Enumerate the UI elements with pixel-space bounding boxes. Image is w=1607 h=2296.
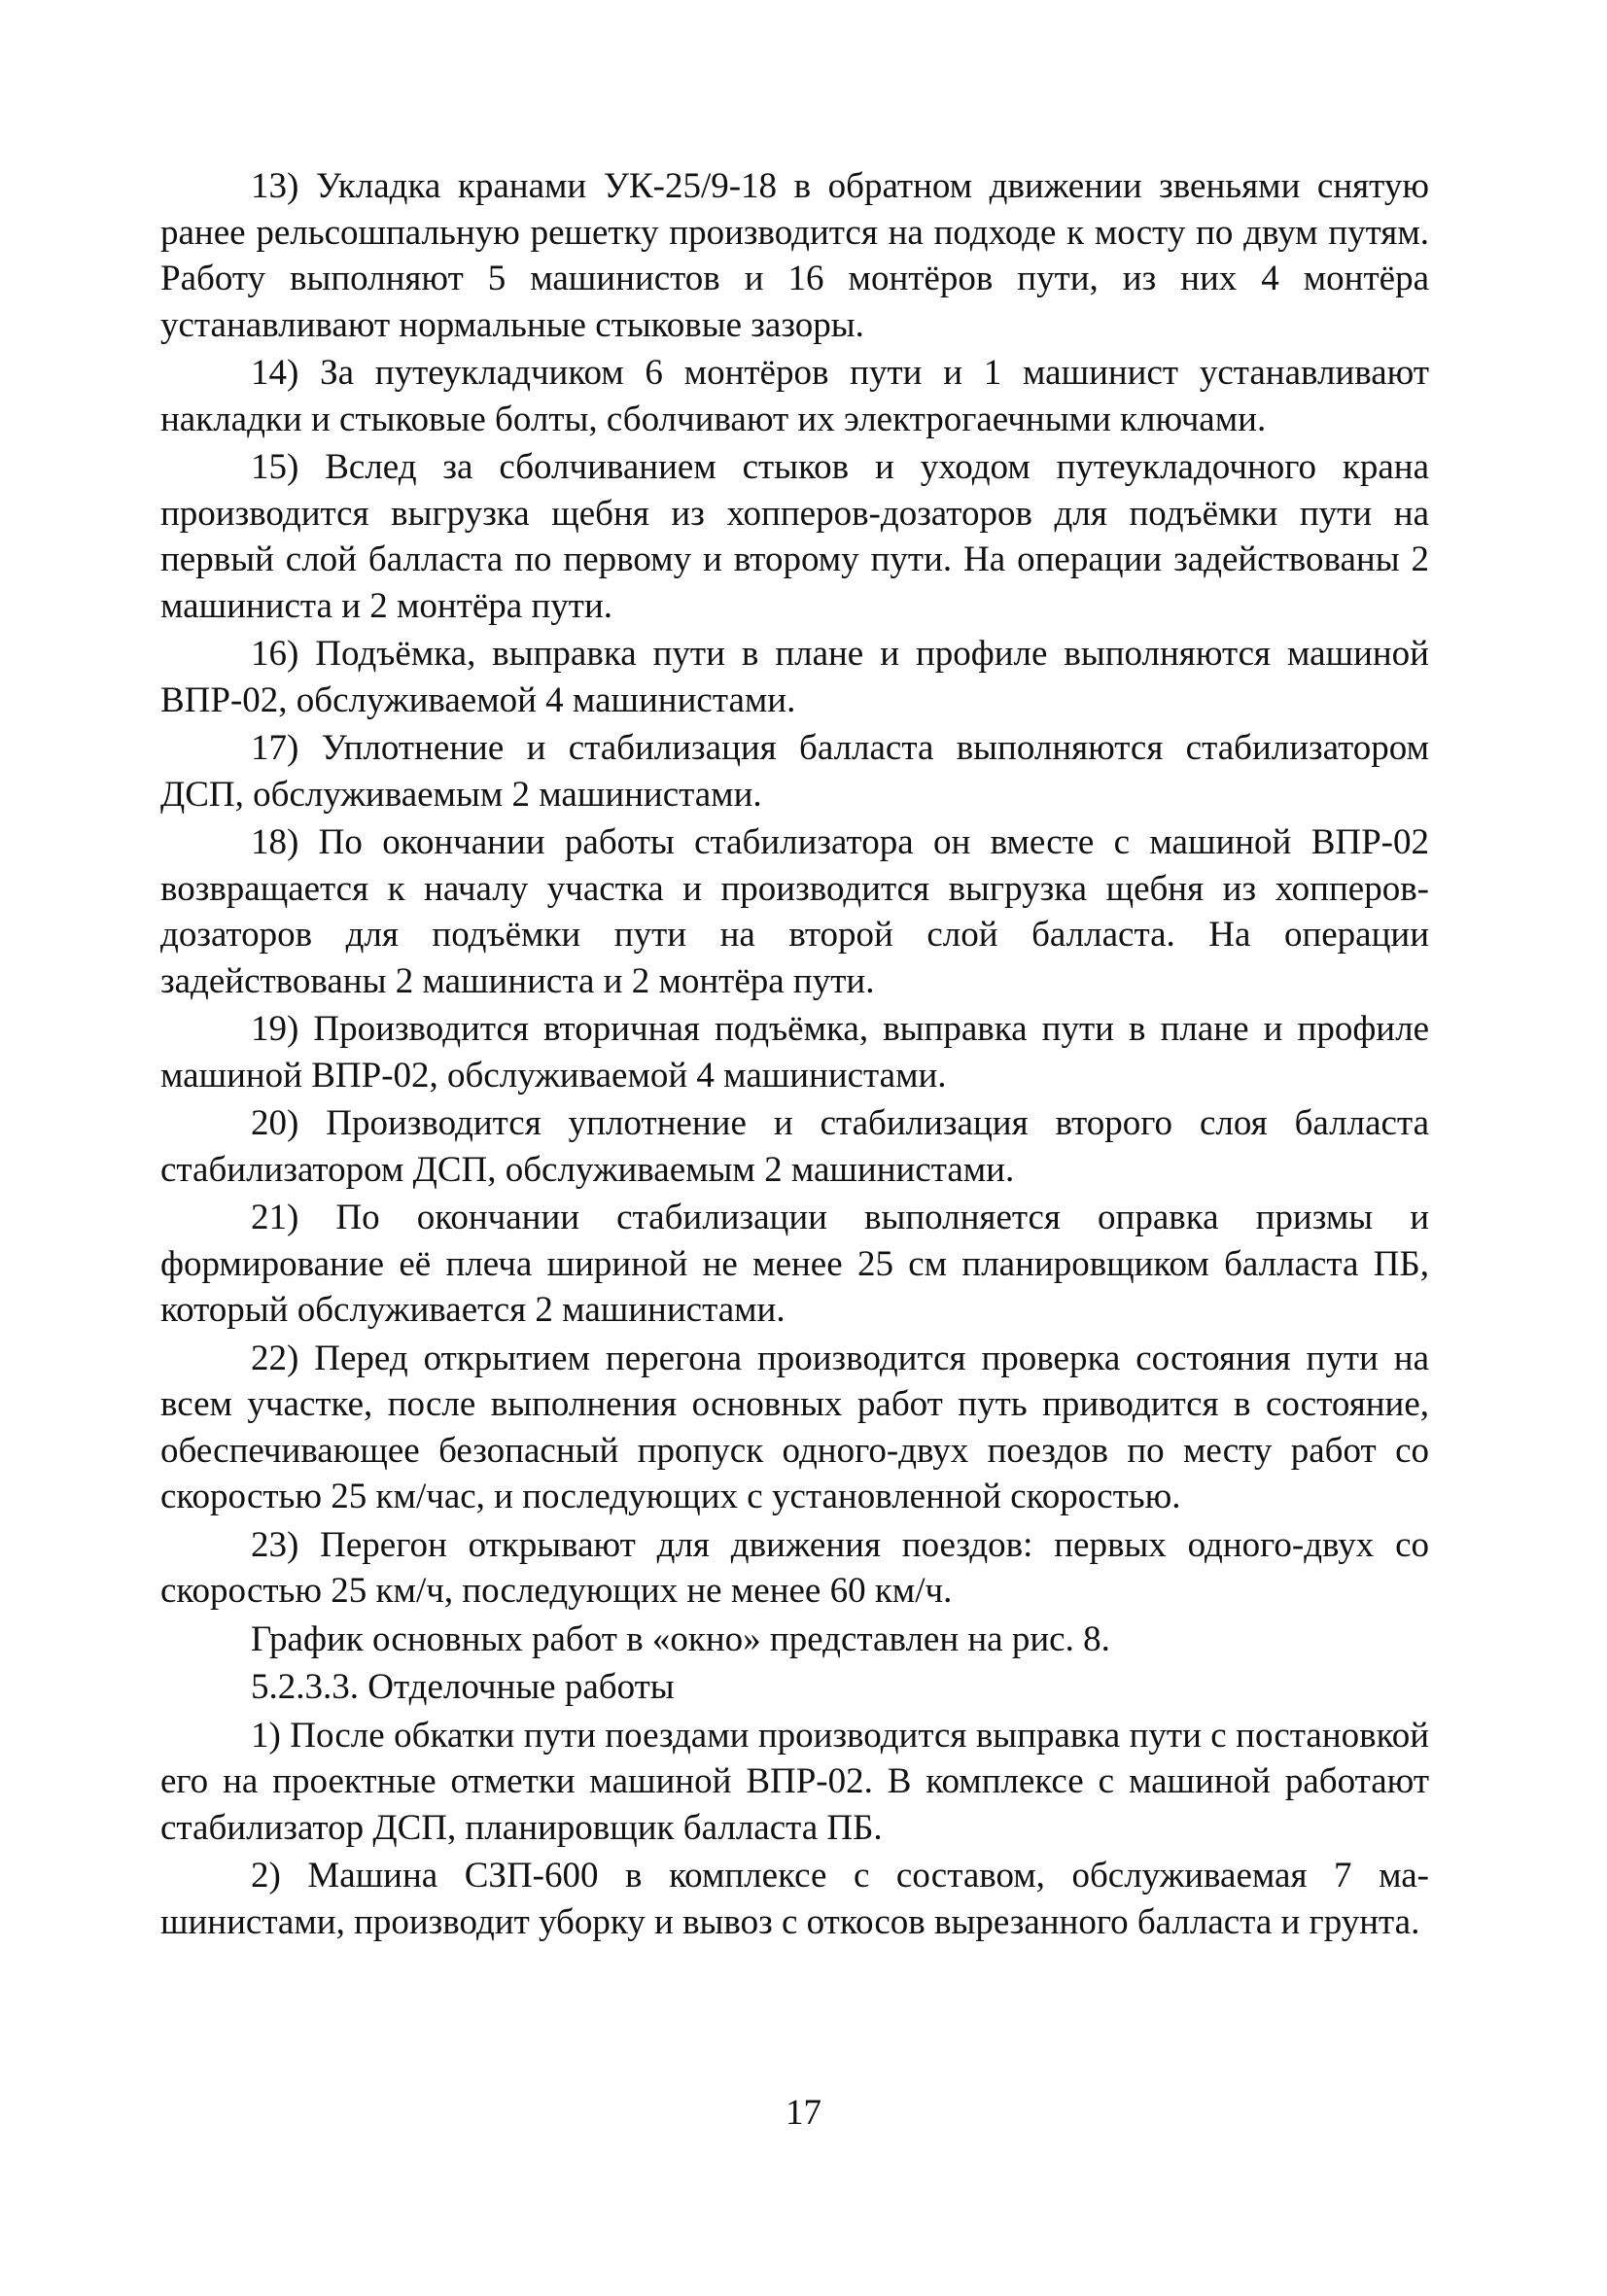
figure-reference: График основных работ в «окно» представлен на рис. 8. [251, 1618, 1110, 1659]
paragraph-14: 14) За путеукладчиком 6 монтёров пути и 1 машинист устанавливают накладки и стыковые болты, сболчивают их электрогаечными ключами. [160, 353, 1429, 439]
paragraph-22: 22) Перед открытием перегона производится проверка состояния пути на всем участке, после выполнения основных работ путь приводится в состояние, обеспечивающее безопасный пропуск одного-двух поездов по месту работ со скоростью 25 км/час, и последующих с установленной скоростью. [160, 1338, 1429, 1516]
paragraph-15: 15) Вслед за сболчиванием стыков и уходом путеукладочного крана производится выгрузка щебня из хопперов-дозаторов для подъёмки пути на первый слой балласта по первому и второму пути. На операции задействованы 2 машиниста и 2 монтёра пути. [160, 447, 1429, 626]
paragraph-17: 17) Уплотнение и стабилизация балласта выполняются стабилизатором ДСП, обслуживаемым 2 машинистами. [160, 728, 1429, 815]
paragraph-19: 19) Производится вторичная подъёмка, выправка пути в плане и профиле машиной ВПР-02, обслуживаемой 4 машинистами. [160, 1009, 1429, 1096]
paragraph-16: 16) Подъёмка, выправка пути в плане и профиле выполняются машиной ВПР-02, обслуживаемой 4 машинистами. [160, 634, 1429, 720]
paragraph-13: 13) Укладка кранами УК-25/9-18 в обратном движении звеньями снятую ранее рельсошпальную решетку производится на подходе к мосту по двум путям. Работу выполняют 5 машинистов и 16 монтёров пути, из них 4 монтёра устанавливают нормальные стыковые зазоры. [160, 166, 1429, 345]
paragraph-21: 21) По окончании стабилизации выполняется оправка призмы и формирование её плеча шириной не менее 25 см планировщиком балласта ПБ, который обслуживается 2 машинистами. [160, 1198, 1429, 1330]
paragraph-20: 20) Производится уплотнение и стабилизация второго слоя балласта стабилизатором ДСП, обслуживаемым 2 машинистами. [160, 1103, 1429, 1190]
page-number: 17 [786, 2093, 821, 2133]
paragraph-23: 23) Перегон открывают для движения поездов: первых одного-двух со скоростью 25 км/ч, последующих не менее 60 км/ч. [160, 1524, 1429, 1611]
document-body [160, 163, 1429, 1947]
paragraph-18: 18) По окончании работы стабилизатора он вместе с машиной ВПР-02 возвращается к началу участка и производится выгрузка щебня из хопперов-дозаторов для подъёмки пути на второй слой балласта. На операции задействованы 2 машиниста и 2 монтёра пути. [160, 822, 1429, 1001]
section-heading: 5.2.3.3. Отделочные работы [251, 1667, 675, 1707]
finishing-item-1: 1) После обкатки пути поездами производится выправка пути с постановкой его на проектные отметки машиной ВПР-02. В комплексе с машиной работают стабилизатор ДСП, планировщик балласта ПБ. [160, 1715, 1429, 1848]
finishing-item-2: 2) Машина СЗП-600 в комплексе с составом, обслуживаемая 7 машинистами, производит уборку и вывоз с откосов вырезанного балласта и грунта. [160, 1856, 1429, 1942]
